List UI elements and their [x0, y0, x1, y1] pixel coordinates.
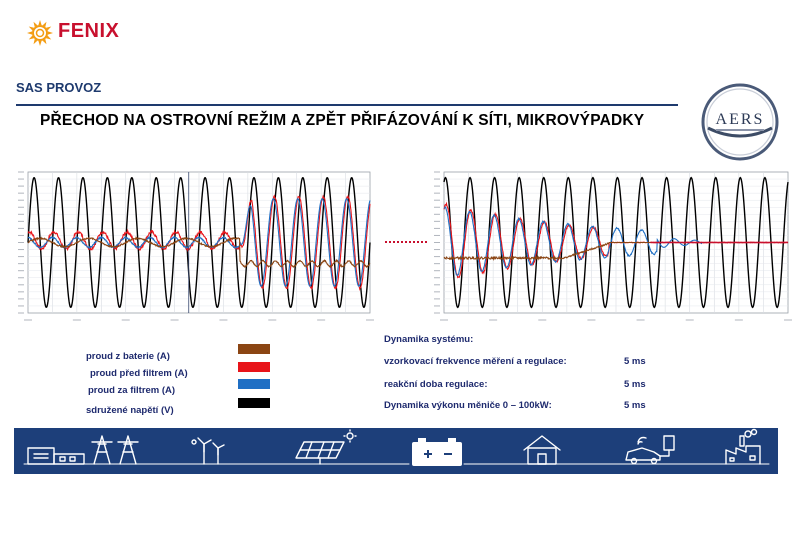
legend-label: sdružené napětí (V): [86, 405, 174, 416]
factory-icon: [28, 448, 84, 464]
legend-label: proud před filtrem (A): [90, 368, 188, 379]
dynamics-label: Dynamika výkonu měniče 0 – 100kW:: [384, 400, 552, 411]
dynamics-label: vzorkovací frekvence měření a regulace:: [384, 356, 567, 367]
solar-panel-icon: [296, 430, 356, 464]
wind-turbine-icon: [192, 438, 224, 464]
legend-swatch-after-filter: [238, 379, 270, 389]
legend-item: [86, 346, 170, 364]
house-icon: [524, 436, 560, 464]
dynamics-label: reakční doba regulace:: [384, 379, 488, 390]
legend-item: [88, 380, 175, 398]
brand-name: FENIX: [58, 20, 120, 42]
oscillogram-right: [432, 170, 792, 325]
industry-icon: [726, 430, 760, 465]
dynamics-value: 5 ms: [624, 379, 646, 390]
battery-icon: [412, 438, 462, 466]
aers-logo: [700, 82, 780, 162]
dynamics-heading: Dynamika systému:: [384, 334, 474, 345]
energy-chain-banner: [14, 428, 778, 474]
legend-label: proud z baterie (A): [86, 351, 170, 362]
dynamics-value: 5 ms: [624, 400, 646, 411]
legend-item: [90, 363, 188, 381]
oscillogram-left: [16, 170, 374, 325]
legend-swatch-battery: [238, 344, 270, 354]
chart-connector: [383, 238, 431, 246]
page-title: PŘECHOD NA OSTROVNÍ REŽIM A ZPĚT PŘIFÁZOVÁNÍ K SÍTI, MIKROVÝPADKY: [40, 112, 645, 129]
title-divider: [16, 104, 678, 106]
section-title: SAS PROVOZ: [16, 80, 102, 95]
electric-car-icon: [626, 436, 674, 464]
aers-logo-text: AERS: [715, 111, 765, 128]
legend-item: [86, 400, 174, 418]
transmission-tower-icon: [92, 436, 138, 464]
legend-swatch-before-filter: [238, 362, 270, 372]
dynamics-value: 5 ms: [624, 356, 646, 367]
legend-label: proud za filtrem (A): [88, 385, 176, 396]
legend-swatch-voltage: [238, 398, 270, 408]
